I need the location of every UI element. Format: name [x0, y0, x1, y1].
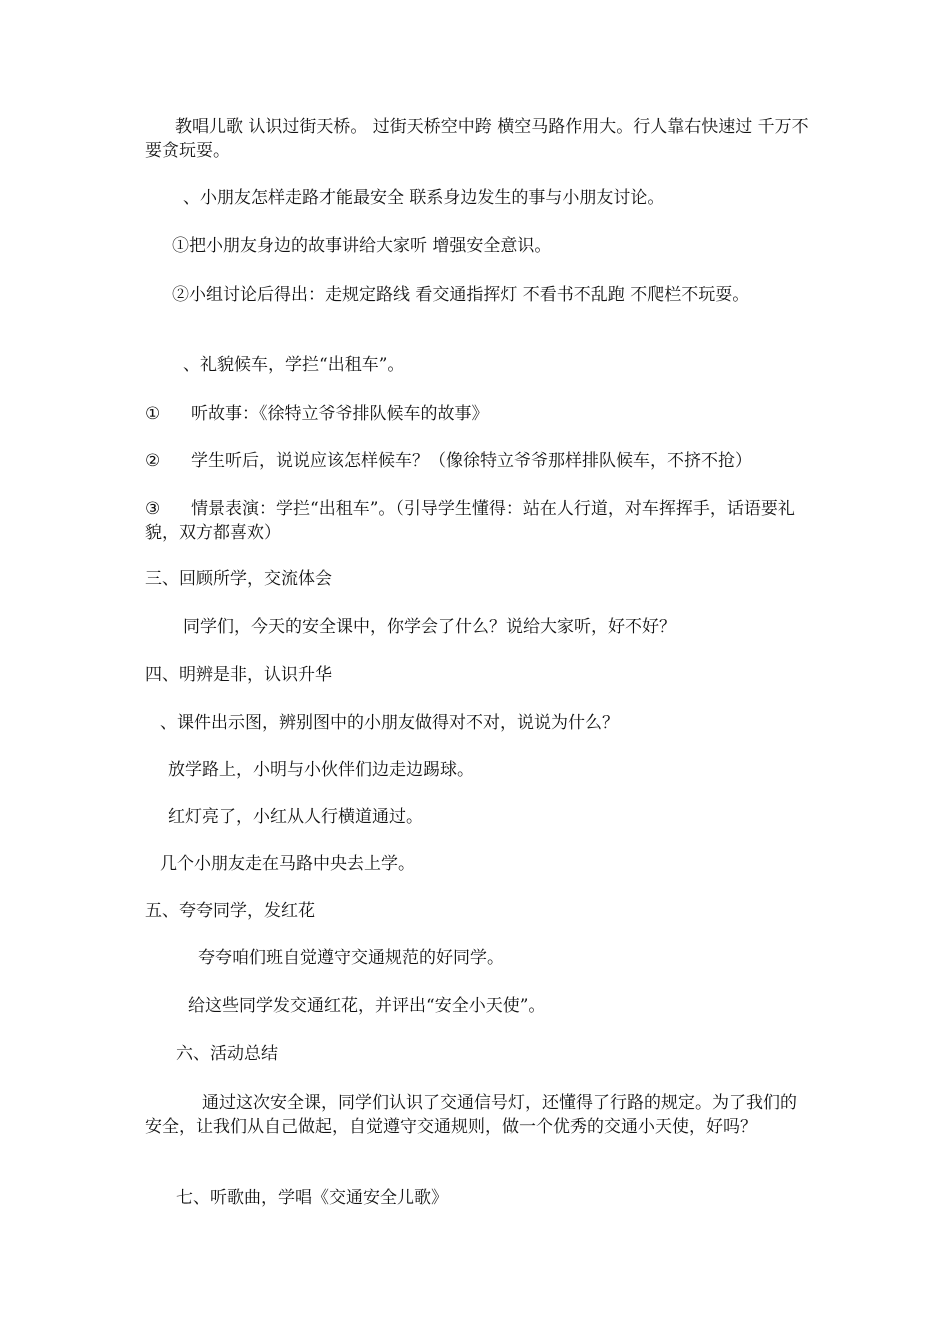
paragraph-praise: 夸夸咱们班自觉遵守交通规范的好同学。 [198, 948, 504, 968]
list-item-text: 学生听后，说说应该怎样候车？（像徐特立爷爷那样排队候车，不挤不抢） [191, 451, 752, 471]
paragraph-what-learned: 同学们，今天的安全课中，你学会了什么？说给大家听，好不好？ [183, 617, 676, 637]
heading-section-3: 三、回顾所学，交流体会 [145, 569, 332, 589]
heading-section-5: 五、夸夸同学，发红花 [145, 901, 315, 921]
list-number: ③ [145, 499, 161, 519]
list-number: ② [145, 451, 161, 471]
heading-section-7: 七、听歌曲，学唱《交通安全儿歌》 [176, 1188, 448, 1208]
paragraph-red-flower: 给这些同学发交通红花，并评出“安全小天使”。 [188, 996, 546, 1016]
list-item-text: 情景表演：学拦“出租车”。（引导学生懂得：站在人行道，对车挥挥手，话语要礼貌，双方都喜欢） [145, 499, 795, 543]
paragraph-summary: 通过这次安全课，同学们认识了交通信号灯，还懂得了行路的规定。为了我们的安全，让我们从自己做起，自觉遵守交通规则，做一个优秀的交通小天使，好吗？ [145, 1093, 797, 1137]
paragraph-courseware: 、课件出示图，辨别图中的小朋友做得对不对，说说为什么？ [160, 713, 619, 733]
paragraph-walk-safely: 、小朋友怎样走路才能最安全 联系身边发生的事与小朋友讨论。 [183, 188, 665, 208]
paragraph-middle-road: 几个小朋友走在马路中央去上学。 [160, 854, 415, 874]
list-number: ① [145, 404, 161, 424]
paragraph-crosswalk: 红灯亮了，小红从人行横道通过。 [168, 807, 423, 827]
list-item-text: 听故事：《徐特立爷爷排队候车的故事》 [191, 404, 489, 424]
list-item-how-to-wait [145, 449, 752, 473]
paragraph-group-discussion: ②小组讨论后得出：走规定路线 看交通指挥灯 不看书不乱跑 不爬栏不玩耍。 [172, 285, 750, 305]
paragraph-polite-waiting: 、礼貌候车，学拦“出租车”。 [183, 355, 405, 375]
paragraph-kick-ball: 放学路上，小明与小伙伴们边走边踢球。 [168, 760, 474, 780]
heading-section-6: 六、活动总结 [176, 1044, 278, 1064]
paragraph-share-stories: ①把小朋友身边的故事讲给大家听 增强安全意识。 [172, 236, 552, 256]
list-item-story [145, 402, 489, 426]
heading-section-4: 四、明辨是非，认识升华 [145, 665, 332, 685]
paragraph-footbridge-song: 教唱儿歌 认识过街天桥。 过街天桥空中跨 横空马路作用大。行人靠右快速过 千万不要贪玩耍。 [145, 117, 809, 161]
list-item-role-play [145, 497, 810, 545]
